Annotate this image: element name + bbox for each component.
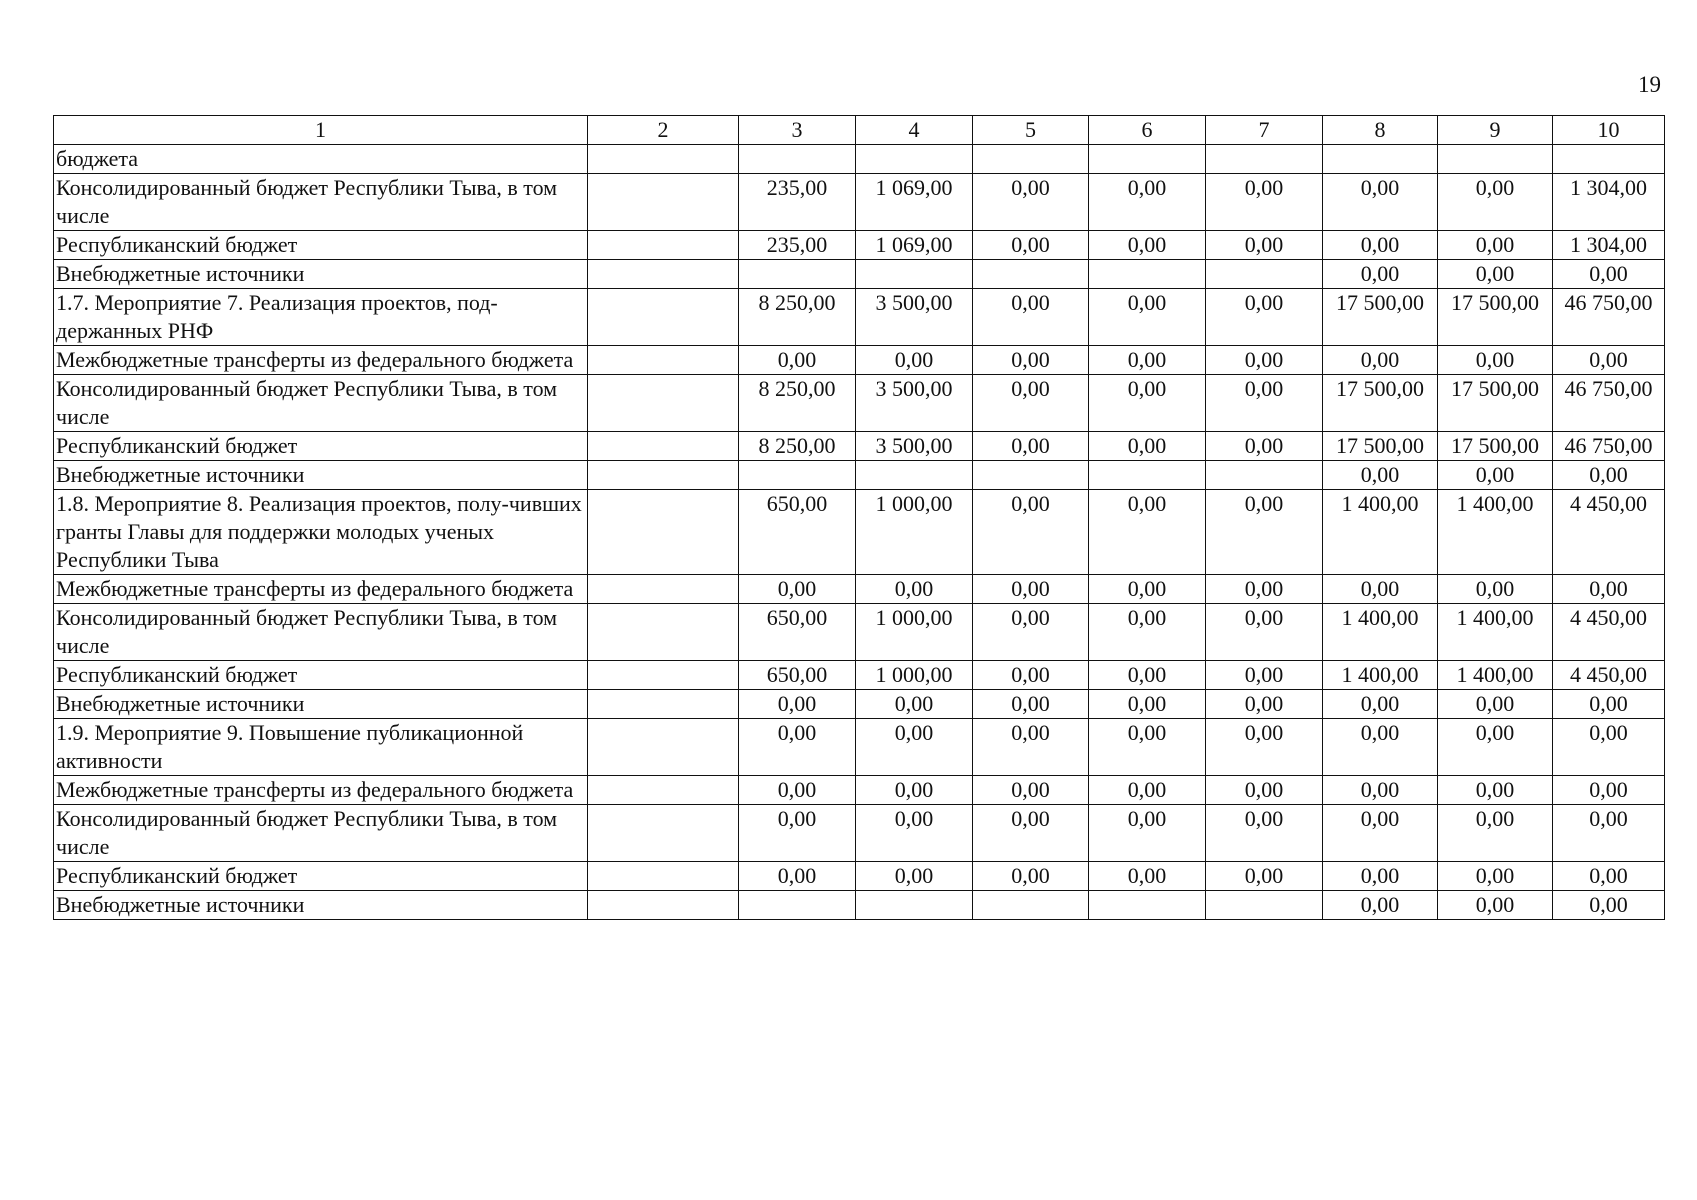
value-cell: 0,00 (973, 231, 1089, 260)
value-cell: 0,00 (973, 604, 1089, 661)
value-cell: 1 400,00 (1323, 661, 1438, 690)
value-cell: 0,00 (1438, 575, 1553, 604)
value-cell: 0,00 (1553, 776, 1665, 805)
value-cell (1553, 145, 1665, 174)
table-row (54, 260, 1665, 289)
value-cell: 0,00 (1206, 346, 1323, 375)
value-cell: 0,00 (1323, 776, 1438, 805)
value-cell (1206, 891, 1323, 920)
value-cell (1089, 260, 1206, 289)
value-cell (1089, 461, 1206, 490)
value-cell: 0,00 (1089, 661, 1206, 690)
column-2-cell (588, 805, 739, 862)
value-cell (739, 891, 856, 920)
value-cell: 17 500,00 (1438, 375, 1553, 432)
column-2-cell (588, 719, 739, 776)
value-cell: 0,00 (739, 346, 856, 375)
row-label-cell: Внебюджетные источники (54, 260, 588, 289)
value-cell: 0,00 (973, 575, 1089, 604)
value-cell: 0,00 (1206, 174, 1323, 231)
column-header: 4 (856, 116, 973, 145)
value-cell: 0,00 (1089, 490, 1206, 575)
value-cell: 0,00 (1089, 174, 1206, 231)
value-cell: 46 750,00 (1553, 375, 1665, 432)
budget-table (53, 115, 1665, 920)
value-cell: 17 500,00 (1323, 289, 1438, 346)
value-cell: 17 500,00 (1438, 289, 1553, 346)
value-cell: 1 400,00 (1438, 604, 1553, 661)
column-header: 10 (1553, 116, 1665, 145)
column-2-cell (588, 346, 739, 375)
value-cell: 0,00 (1323, 231, 1438, 260)
table-row (54, 375, 1665, 432)
value-cell: 0,00 (1553, 719, 1665, 776)
value-cell: 1 400,00 (1323, 604, 1438, 661)
value-cell: 0,00 (1089, 375, 1206, 432)
column-2-cell (588, 776, 739, 805)
column-header: 5 (973, 116, 1089, 145)
value-cell: 0,00 (1323, 575, 1438, 604)
column-header: 3 (739, 116, 856, 145)
table-row (54, 490, 1665, 575)
value-cell: 4 450,00 (1553, 490, 1665, 575)
table-row (54, 461, 1665, 490)
value-cell: 1 069,00 (856, 231, 973, 260)
column-2-cell (588, 490, 739, 575)
value-cell: 0,00 (1553, 461, 1665, 490)
value-cell: 0,00 (739, 690, 856, 719)
row-label-cell: Республиканский бюджет (54, 432, 588, 461)
value-cell: 8 250,00 (739, 375, 856, 432)
value-cell: 0,00 (1553, 690, 1665, 719)
value-cell: 0,00 (739, 805, 856, 862)
value-cell: 0,00 (1553, 346, 1665, 375)
value-cell: 0,00 (1206, 289, 1323, 346)
value-cell: 0,00 (973, 375, 1089, 432)
value-cell (1206, 260, 1323, 289)
value-cell: 0,00 (1438, 260, 1553, 289)
value-cell (739, 461, 856, 490)
column-2-cell (588, 575, 739, 604)
value-cell: 0,00 (973, 805, 1089, 862)
value-cell: 0,00 (973, 776, 1089, 805)
row-label-cell: Консолидированный бюджет Республики Тыва, в том числе (54, 174, 588, 231)
value-cell: 0,00 (856, 805, 973, 862)
value-cell: 1 000,00 (856, 661, 973, 690)
value-cell: 0,00 (1089, 289, 1206, 346)
value-cell: 0,00 (1206, 690, 1323, 719)
value-cell: 0,00 (856, 346, 973, 375)
value-cell: 0,00 (1089, 575, 1206, 604)
value-cell: 0,00 (1089, 862, 1206, 891)
value-cell: 0,00 (856, 776, 973, 805)
value-cell: 0,00 (1089, 776, 1206, 805)
value-cell: 0,00 (1323, 346, 1438, 375)
value-cell: 0,00 (1553, 862, 1665, 891)
value-cell: 0,00 (856, 575, 973, 604)
value-cell: 0,00 (1323, 690, 1438, 719)
value-cell: 0,00 (973, 490, 1089, 575)
row-label-cell: Республиканский бюджет (54, 231, 588, 260)
column-2-cell (588, 690, 739, 719)
value-cell: 235,00 (739, 174, 856, 231)
table-row (54, 145, 1665, 174)
column-header: 1 (54, 116, 588, 145)
column-header: 9 (1438, 116, 1553, 145)
value-cell (973, 461, 1089, 490)
column-2-cell (588, 432, 739, 461)
value-cell: 1 304,00 (1553, 174, 1665, 231)
value-cell (1323, 145, 1438, 174)
value-cell: 0,00 (1438, 174, 1553, 231)
value-cell: 4 450,00 (1553, 661, 1665, 690)
value-cell (856, 145, 973, 174)
value-cell: 0,00 (1206, 719, 1323, 776)
value-cell: 0,00 (1206, 432, 1323, 461)
value-cell: 0,00 (1089, 690, 1206, 719)
value-cell: 46 750,00 (1553, 432, 1665, 461)
value-cell: 0,00 (973, 719, 1089, 776)
column-2-cell (588, 891, 739, 920)
value-cell: 8 250,00 (739, 289, 856, 346)
row-label-cell: бюджета (54, 145, 588, 174)
value-cell: 0,00 (1206, 776, 1323, 805)
table-row (54, 432, 1665, 461)
value-cell: 0,00 (1438, 346, 1553, 375)
value-cell: 0,00 (739, 575, 856, 604)
value-cell (856, 461, 973, 490)
value-cell: 0,00 (973, 690, 1089, 719)
column-2-cell (588, 375, 739, 432)
row-label-cell: Консолидированный бюджет Республики Тыва, в том числе (54, 805, 588, 862)
value-cell: 0,00 (1553, 891, 1665, 920)
column-2-cell (588, 174, 739, 231)
value-cell: 0,00 (1206, 661, 1323, 690)
value-cell (856, 260, 973, 289)
table-body (54, 145, 1665, 920)
page-number: 19 (1638, 72, 1661, 97)
table-row (54, 346, 1665, 375)
table-row (54, 231, 1665, 260)
value-cell: 0,00 (1206, 805, 1323, 862)
value-cell: 3 500,00 (856, 289, 973, 346)
value-cell (1206, 145, 1323, 174)
value-cell: 0,00 (1323, 719, 1438, 776)
value-cell: 0,00 (1553, 575, 1665, 604)
value-cell: 17 500,00 (1323, 432, 1438, 461)
value-cell: 0,00 (973, 174, 1089, 231)
value-cell: 1 400,00 (1438, 490, 1553, 575)
value-cell: 0,00 (1323, 174, 1438, 231)
table-row (54, 661, 1665, 690)
value-cell: 0,00 (1323, 891, 1438, 920)
row-label-cell: 1.9. Мероприятие 9. Повышение публикационной активности (54, 719, 588, 776)
table-row (54, 805, 1665, 862)
column-2-cell (588, 145, 739, 174)
value-cell: 0,00 (1438, 690, 1553, 719)
table-row (54, 575, 1665, 604)
value-cell: 235,00 (739, 231, 856, 260)
value-cell (973, 145, 1089, 174)
value-cell: 0,00 (1438, 719, 1553, 776)
value-cell: 0,00 (1089, 432, 1206, 461)
table-row (54, 604, 1665, 661)
value-cell: 0,00 (739, 719, 856, 776)
value-cell: 0,00 (973, 661, 1089, 690)
value-cell: 4 450,00 (1553, 604, 1665, 661)
column-2-cell (588, 661, 739, 690)
value-cell: 0,00 (1206, 575, 1323, 604)
value-cell: 0,00 (1206, 375, 1323, 432)
value-cell: 0,00 (739, 862, 856, 891)
row-label-cell: Консолидированный бюджет Республики Тыва, в том числе (54, 604, 588, 661)
value-cell: 17 500,00 (1438, 432, 1553, 461)
value-cell: 1 304,00 (1553, 231, 1665, 260)
column-2-cell (588, 604, 739, 661)
value-cell: 0,00 (973, 289, 1089, 346)
table-header-row (54, 116, 1665, 145)
table-row (54, 690, 1665, 719)
value-cell: 0,00 (856, 862, 973, 891)
row-label-cell: Внебюджетные источники (54, 690, 588, 719)
value-cell: 0,00 (1553, 260, 1665, 289)
row-label-cell: Консолидированный бюджет Республики Тыва, в том числе (54, 375, 588, 432)
value-cell: 0,00 (1438, 805, 1553, 862)
column-2-cell (588, 260, 739, 289)
value-cell: 0,00 (1089, 719, 1206, 776)
value-cell: 0,00 (1323, 461, 1438, 490)
column-header: 7 (1206, 116, 1323, 145)
value-cell (856, 891, 973, 920)
value-cell: 1 400,00 (1438, 661, 1553, 690)
value-cell: 3 500,00 (856, 375, 973, 432)
row-label-cell: Республиканский бюджет (54, 862, 588, 891)
value-cell: 46 750,00 (1553, 289, 1665, 346)
column-header: 2 (588, 116, 739, 145)
row-label-cell: Межбюджетные трансферты из федерального бюджета (54, 346, 588, 375)
value-cell: 0,00 (1089, 604, 1206, 661)
value-cell: 0,00 (1438, 891, 1553, 920)
value-cell: 650,00 (739, 661, 856, 690)
value-cell: 0,00 (973, 346, 1089, 375)
value-cell: 0,00 (1089, 231, 1206, 260)
value-cell: 0,00 (856, 719, 973, 776)
table-row (54, 719, 1665, 776)
table-row (54, 891, 1665, 920)
value-cell: 0,00 (1323, 805, 1438, 862)
value-cell: 3 500,00 (856, 432, 973, 461)
value-cell (973, 891, 1089, 920)
value-cell (973, 260, 1089, 289)
column-2-cell (588, 461, 739, 490)
row-label-cell: 1.8. Мероприятие 8. Реализация проектов, полу-чивших гранты Главы для поддержки молодых ученых Республики Тыва (54, 490, 588, 575)
value-cell (1089, 891, 1206, 920)
value-cell: 0,00 (739, 776, 856, 805)
table-row (54, 776, 1665, 805)
value-cell: 0,00 (1206, 231, 1323, 260)
table-row (54, 174, 1665, 231)
column-2-cell (588, 862, 739, 891)
value-cell: 8 250,00 (739, 432, 856, 461)
value-cell (739, 145, 856, 174)
row-label-cell: 1.7. Мероприятие 7. Реализация проектов, под-держанных РНФ (54, 289, 588, 346)
value-cell (739, 260, 856, 289)
value-cell: 0,00 (1323, 260, 1438, 289)
value-cell: 0,00 (1438, 461, 1553, 490)
value-cell: 0,00 (973, 432, 1089, 461)
column-2-cell (588, 231, 739, 260)
value-cell (1089, 145, 1206, 174)
row-label-cell: Межбюджетные трансферты из федерального бюджета (54, 575, 588, 604)
value-cell: 0,00 (1323, 862, 1438, 891)
value-cell: 0,00 (856, 690, 973, 719)
value-cell: 17 500,00 (1323, 375, 1438, 432)
value-cell: 0,00 (1438, 231, 1553, 260)
value-cell: 1 000,00 (856, 604, 973, 661)
value-cell: 0,00 (1438, 776, 1553, 805)
value-cell: 1 069,00 (856, 174, 973, 231)
value-cell (1438, 145, 1553, 174)
row-label-cell: Республиканский бюджет (54, 661, 588, 690)
table-row (54, 862, 1665, 891)
value-cell: 0,00 (1206, 862, 1323, 891)
row-label-cell: Внебюджетные источники (54, 461, 588, 490)
value-cell: 0,00 (1438, 862, 1553, 891)
row-label-cell: Внебюджетные источники (54, 891, 588, 920)
value-cell (1206, 461, 1323, 490)
row-label-cell: Межбюджетные трансферты из федерального бюджета (54, 776, 588, 805)
value-cell: 650,00 (739, 604, 856, 661)
value-cell: 0,00 (1089, 346, 1206, 375)
column-header: 8 (1323, 116, 1438, 145)
value-cell: 650,00 (739, 490, 856, 575)
column-header: 6 (1089, 116, 1206, 145)
table-row (54, 289, 1665, 346)
value-cell: 0,00 (1089, 805, 1206, 862)
value-cell: 0,00 (1206, 604, 1323, 661)
value-cell: 1 400,00 (1323, 490, 1438, 575)
value-cell: 0,00 (973, 862, 1089, 891)
value-cell: 1 000,00 (856, 490, 973, 575)
value-cell: 0,00 (1553, 805, 1665, 862)
column-2-cell (588, 289, 739, 346)
value-cell: 0,00 (1206, 490, 1323, 575)
